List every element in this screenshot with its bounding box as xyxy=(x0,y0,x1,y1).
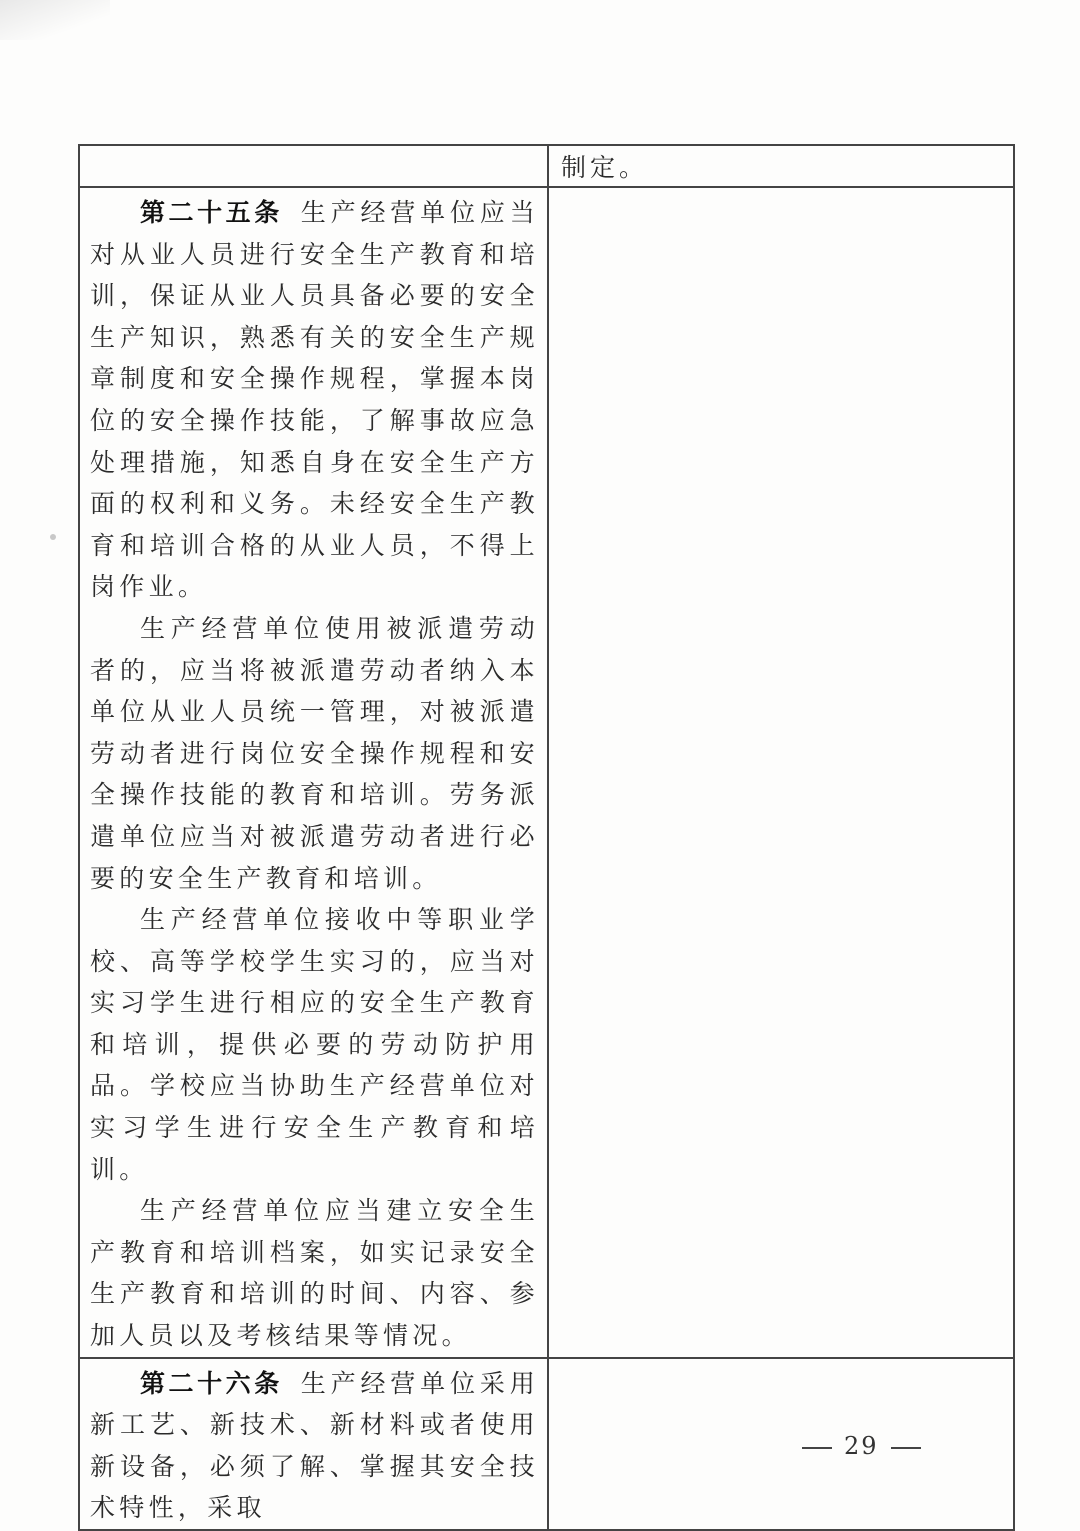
article-25-title: 第二十五条 xyxy=(140,198,283,227)
scan-corner-mark xyxy=(0,0,110,40)
scan-speck xyxy=(50,534,56,540)
article-25-paragraph-1: 第二十五条 生产经营单位应当对从业人员进行安全生产教育和培训，保证从业人员具备必要的安全生产知识，熟悉有关的安全生产规章制度和安全操作规程，掌握本岗位的安全操作技能，了解事故应急处理措施，知悉自身在安全生产方面的权利和义务。未经安全生产教育和培训合格的从业人员，不得上岗作业。 xyxy=(90,198,539,602)
table-row xyxy=(79,187,1014,1358)
table-row xyxy=(79,145,1014,187)
article-26-title: 第二十六条 xyxy=(140,1368,283,1398)
article-26-cell xyxy=(79,1358,548,1530)
article-25-paragraph-3: 生产经营单位接收中等职业学校、高等学校学生实习的，应当对实习学生进行相应的安全生产教育和培训，提供必要的劳动防护用品。学校应当协助生产经营单位对实习学生进行安全生产教育和培训。 xyxy=(90,905,539,1184)
article-26-paragraph-1: 第二十六条 生产经营单位采用新工艺、新技术、新材料或者使用新设备，必须了解、掌握其安全技术特性，采取 xyxy=(90,1368,539,1523)
page-footer xyxy=(790,1432,933,1460)
article-26-right-cell xyxy=(548,1358,1014,1530)
dash-right xyxy=(891,1447,921,1449)
top-right-cell xyxy=(548,145,1014,187)
article-25-paragraph-2: 生产经营单位使用被派遣劳动者的，应当将被派遣劳动者纳入本单位从业人员统一管理，对被派遣劳动者进行岗位安全操作规程和安全操作技能的教育和培训。劳务派遣单位应当对被派遣劳动者进行必要的安全生产教育和培训。 xyxy=(90,613,539,893)
comparison-table xyxy=(78,144,1015,1531)
article-25-paragraph-4: 生产经营单位应当建立安全生产教育和培训档案，如实记录安全生产教育和培训的时间、内容、参加人员以及考核结果等情况。 xyxy=(90,1196,539,1351)
article-25-cell xyxy=(79,187,548,1358)
dash-left xyxy=(802,1447,832,1449)
top-left-cell xyxy=(79,145,548,187)
page-number: 29 xyxy=(844,1432,879,1460)
continued-text: 制定。 xyxy=(561,153,649,182)
article-25-right-cell xyxy=(548,187,1014,1358)
